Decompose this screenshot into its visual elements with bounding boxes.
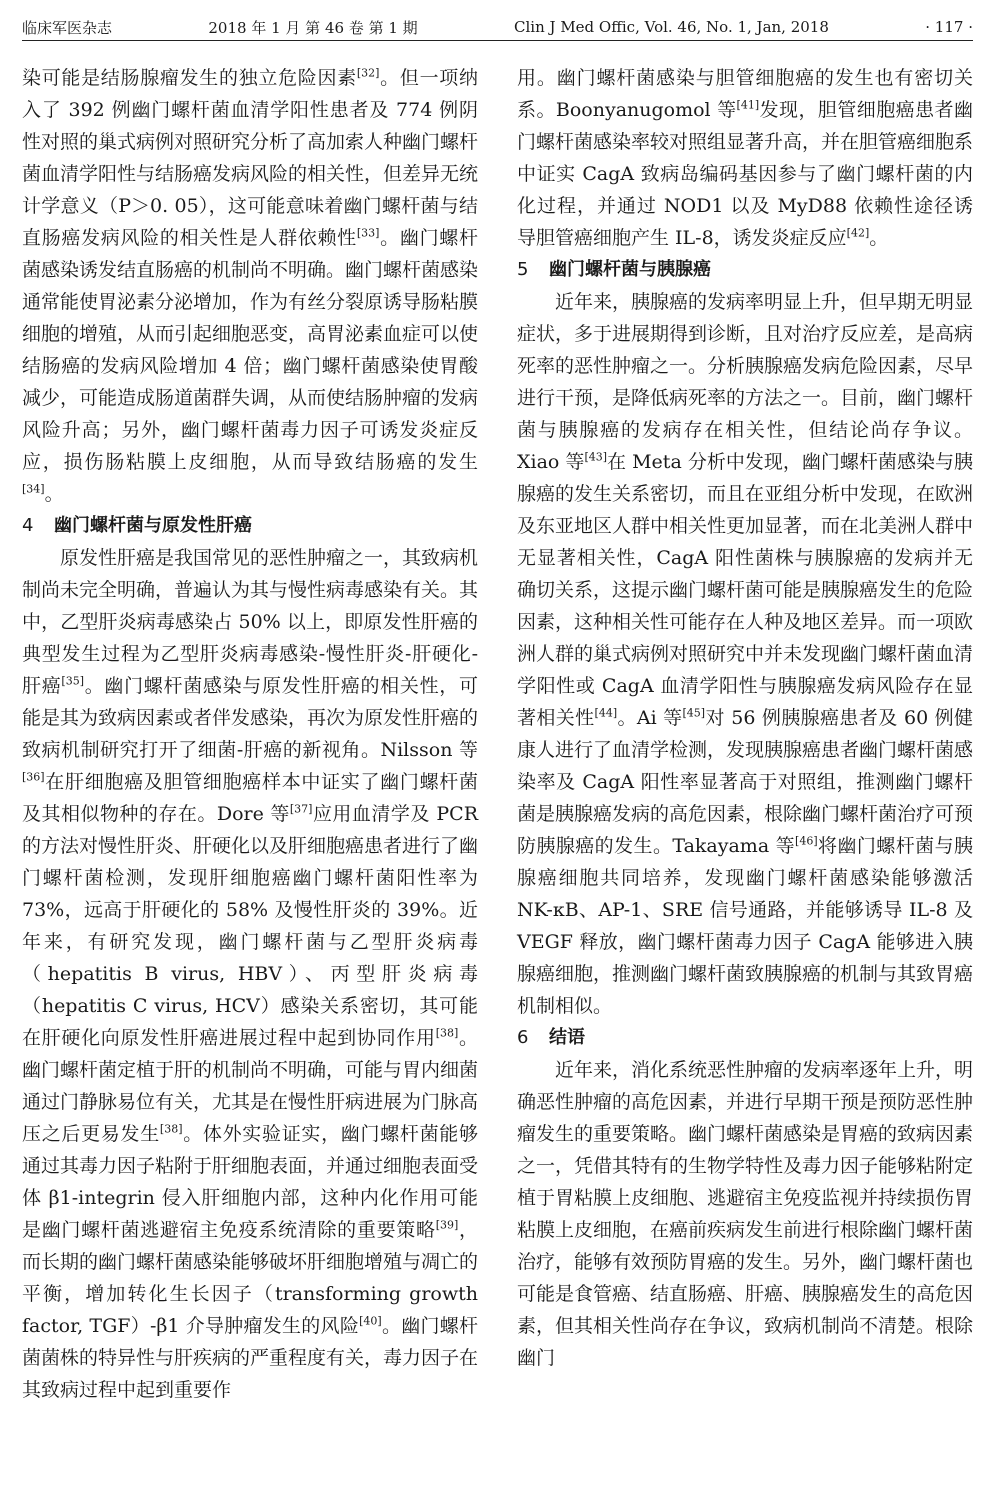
citation-ref: [38] xyxy=(435,1026,459,1040)
section-heading-4 xyxy=(22,510,478,542)
paragraph-liver-cancer: 原发性肝癌是我国常见的恶性肿瘤之一，其致病机制尚未完全明确，普遍认为其与慢性病毒感染有关。其中，乙型肝炎病毒感染占 50% 以上，即原发性肝癌的典型发生过程为乙型肝炎病毒感染-慢性肝炎-肝硬化-肝癌[35]。幽门螺杆菌感染与原发性肝癌的相关性，可能是其为致病因素或者伴发感染，再次为原发性肝癌的致病机制研究打开了细菌-肝癌的新视角。Nilsson 等[36]在肝细胞癌及胆管细胞癌样本中证实了幽门螺杆菌及其相似物种的存在。Dore 等[37]应用血清学及 PCR 的方法对慢性肝炎、肝硬化以及肝细胞癌患者进行了幽门螺杆菌检测，发现肝细胞癌幽门螺杆菌阳性率为 73%，远高于肝硬化的 58% 及慢性肝炎的 39%。近年来，有研究发现，幽门螺杆菌与乙型肝炎病毒（hepatitis B virus, HBV）、丙型肝炎病毒（hepatitis C virus, HCV）感染关系密切，其可能在肝硬化向原发性肝癌进展过程中起到协同作用[38]。幽门螺杆菌定植于肝的机制尚不明确，可能与胃内细菌通过门静脉易位有关，尤其是在慢性肝病进展为门脉高压之后更易发生[38]。体外实验证实，幽门螺杆菌能够通过其毒力因子粘附于肝细胞表面，并通过细胞表面受体 β1-integrin 侵入肝细胞内部，这种内化作用可能是幽门螺杆菌逃避宿主免疫系统清除的重要策略[39]，而长期的幽门螺杆菌感染能够破坏肝细胞增殖与凋亡的平衡，增加转化生长因子（transforming growth factor, TGF）-β1 介导肿瘤发生的风险[40]。幽门螺杆菌菌株的特异性与肝疾病的严重程度有关，毒力因子在其致病过程中起到重要作 xyxy=(22,547,479,1401)
left-column xyxy=(22,62,478,1406)
citation-ref: [39] xyxy=(435,1218,459,1232)
section-title: 幽门螺杆菌与原发性肝癌 xyxy=(54,515,252,536)
section-number: 6 xyxy=(517,1027,529,1048)
section-title: 幽门螺杆菌与胰腺癌 xyxy=(549,259,711,280)
citation-ref: [36] xyxy=(22,770,45,784)
paragraph-pancreatic-cancer: 近年来，胰腺癌的发病率明显上升，但早期无明显症状，多于进展期得到诊断，且对治疗反应差，是高病死率的恶性肿瘤之一。分析胰腺癌发病危险因素，尽早进行干预，是降低病死率的方法之一。目前，幽门螺杆菌与胰腺癌的发病存在相关性，但结论尚存争议。Xiao 等[43]在 Meta 分析中发现，幽门螺杆菌感染与胰腺癌的发生关系密切，而且在亚组分析中发现，在欧洲及东亚地区人群中相关性更加显著，而在北美洲人群中无显著相关性，CagA 阳性菌株与胰腺癌的发病并无确切关系，这提示幽门螺杆菌可能是胰腺癌发生的危险因素，这种相关性可能存在人种及地区差异。而一项欧洲人群的巢式病例对照研究中并未发现幽门螺杆菌血清学阳性或 CagA 血清学阳性与胰腺癌发病风险存在显著相关性[44]。Ai 等[45]对 56 例胰腺癌患者及 60 例健康人进行了血清学检测，发现胰腺癌患者幽门螺杆菌感染率及 CagA 阳性率显著高于对照组，推测幽门螺杆菌是胰腺癌发病的高危因素，根除幽门螺杆菌治疗可预防胰腺癌的发生。Takayama 等[46]将幽门螺杆菌与胰腺癌细胞共同培养，发现幽门螺杆菌感染能够激活 NK-κB、AP-1、SRE 信号通路，并能够诱导 IL-8 及 VEGF 释放，幽门螺杆菌毒力因子 CagA 能够进入胰腺癌细胞，推测幽门螺杆菌致胰腺癌的机制与其致胃癌机制相似。 xyxy=(517,291,974,1017)
section-heading-5 xyxy=(517,254,973,286)
paragraph-bile-duct: 用。幽门螺杆菌感染与胆管细胞癌的发生也有密切关系。Boonyanugomol 等[41]发现，胆管细胞癌患者幽门螺杆菌感染率较对照组显著升高，并在胆管癌细胞系中证实 CagA 致病岛编码基因参与了幽门螺杆菌的内化过程，并通过 NOD1 以及 MyD88 依赖性途径诱导胆管癌细胞产生 IL-8，诱发炎症反应[42]。 xyxy=(517,67,974,249)
right-column xyxy=(517,62,973,1406)
citation-ref: [46] xyxy=(795,834,818,848)
citation-ref: [35] xyxy=(61,674,84,688)
citation-ref: [38] xyxy=(159,1122,183,1136)
citation-ref: [34] xyxy=(22,482,45,496)
citation-ref: [44] xyxy=(594,706,618,720)
running-header xyxy=(22,14,973,41)
section-heading-6 xyxy=(517,1022,973,1054)
citation-ref: [40] xyxy=(359,1314,382,1328)
section-number: 5 xyxy=(517,259,529,280)
citation-ref: [41] xyxy=(736,98,760,112)
section-number: 4 xyxy=(22,515,34,536)
citation-ref: [43] xyxy=(584,450,608,464)
citation-ref: [37] xyxy=(289,802,313,816)
issue-info: 2018 年 1 月 第 46 卷 第 1 期 xyxy=(208,18,418,37)
section-title: 结语 xyxy=(549,1027,585,1048)
citation-ref: [32] xyxy=(356,66,380,80)
journal-name-en: Clin J Med Offic, Vol. 46, No. 1, Jan, 2018 xyxy=(514,18,829,36)
citation-ref: [42] xyxy=(846,226,870,240)
page-number: · 117 · xyxy=(925,18,973,36)
citation-ref: [45] xyxy=(682,706,706,720)
citation-ref: [33] xyxy=(356,226,380,240)
paragraph-conclusion: 近年来，消化系统恶性肿瘤的发病率逐年上升，明确恶性肿瘤的高危因素，并进行早期干预是预防恶性肿瘤发生的重要策略。幽门螺杆菌感染是胃癌的致病因素之一，凭借其特有的生物学特性及毒力因子能够粘附定植于胃粘膜上皮细胞、逃避宿主免疫监视并持续损伤胃粘膜上皮细胞，在癌前疾病发生前进行根除幽门螺杆菌治疗，能够有效预防胃癌的发生。另外，幽门螺杆菌也可能是食管癌、结直肠癌、肝癌、胰腺癌发生的高危因素，但其相关性尚存在争议，致病机制尚不清楚。根除幽门 xyxy=(517,1059,974,1369)
paragraph-colorectal-cont: 染可能是结肠腺瘤发生的独立危险因素[32]。但一项纳入了 392 例幽门螺杆菌血清学阳性患者及 774 例阴性对照的巢式病例对照研究分析了高加索人种幽门螺杆菌血清学阳性与结肠癌发病风险的相关性，但差异无统计学意义（P＞0. 05），这可能意味着幽门螺杆菌与结直肠癌发病风险的相关性是人群依赖性[33]。幽门螺杆菌感染诱发结直肠癌的机制尚不明确。幽门螺杆菌感染通常能使胃泌素分泌增加，作为有丝分裂原诱导肠粘膜细胞的增殖，从而引起细胞恶变，高胃泌素血症可以使结肠癌的发病风险增加 4 倍；幽门螺杆菌感染使胃酸减少，可能造成肠道菌群失调，从而使结肠肿瘤的发病风险升高；另外，幽门螺杆菌毒力因子可诱发炎症反应，损伤肠粘膜上皮细胞，从而导致结肠癌的发生[34]。 xyxy=(22,66,479,505)
journal-name: 临床军医杂志 xyxy=(22,18,113,37)
article-body xyxy=(22,62,973,1406)
